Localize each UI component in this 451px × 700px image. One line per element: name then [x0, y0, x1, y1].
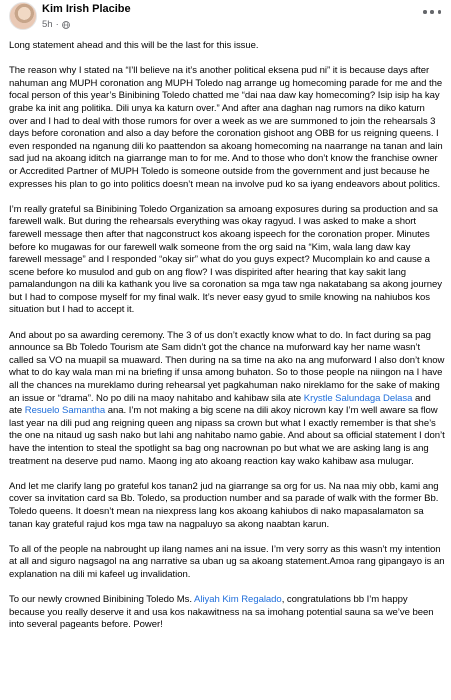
mention-link[interactable]: Resuelo Samantha [24, 405, 106, 417]
mention-link[interactable]: Krystle Salundaga Delasa [303, 392, 413, 404]
paragraph-text: ana. I’m not making a big scene na dili akoy nicrown kay I’m well aware sa flow last year na dili pud ang reigning queen ang nipass sa crown but what I exactly remember is that she’s the one na nitaud ug sash nako but lahi ang nahitabo namo gabie. And about sa official statement I don’t have the intention to steal the spotlight sa bag ong nacrownan po but what we are asking lang is ang treatment na deserve pud namo. Maong ing ato akoang reaction kay wako kahibaw asa mulugar. [9, 405, 445, 467]
post-paragraph [9, 594, 445, 632]
post-paragraph [9, 330, 445, 469]
post-paragraph [9, 544, 445, 582]
paragraph-text: To our newly crowned Binibining Toledo Ms. [9, 594, 195, 606]
post-paragraph [9, 481, 445, 531]
meta-separator: · [55, 19, 59, 30]
post-time[interactable]: 5h [42, 19, 53, 30]
paragraph-text: And let me clarify lang po grateful kos tanan2 jud na giarrange sa org for us. Na naa miy obb, kami ang cover sa invitation card sa Bb. Toledo, sa production number and sa parade of walk with the former Bb. Toledo queens. It doesn’t mean na niexpress lang kos akoang kahiubos di nako mapasalamaton sa tanan kay grateful rajud kos mga taw na nagpaluyo sa akong naabtan karun. [9, 480, 439, 530]
paragraph-text: Long statement ahead and this will be the last for this issue. [9, 40, 259, 51]
post-paragraph [9, 204, 445, 317]
post-paragraph [9, 40, 445, 53]
post-paragraph [9, 65, 445, 191]
post-header [0, 0, 451, 36]
avatar[interactable] [9, 2, 37, 30]
post-body [9, 40, 445, 645]
mention-link[interactable]: Aliyah Kim Regalado [194, 594, 282, 606]
more-options-icon[interactable] [423, 5, 441, 19]
paragraph-text: and ate [9, 392, 431, 417]
paragraph-text: I’m really grateful sa Binibining Toledo Organization sa amoang exposures during sa production and sa farewell walk. But during the rehearsals everything was okay ragyud. I was asked to make a short farewell message then after that nagconstruct kos akoang ispeech for the coronation proper. Minutes before ko mugawas for our farewell walk someone from the org said na “Kim, wala lang daw kay farewell message” and I responded “okay sir” what do you guys expect? Mucomplain ko and cause a scene before ko musulod and gub on ang flow? I was dispirited after hearing that kay sakit lang pamalandungon na dili ka kathank you live sa coronation sa mga taw nga nakatabang sa akong journey but I had to compose myself for my final walk. It’s never easy gyud to smile knowing na nahiubos kos situation but I had to accept it. [9, 203, 442, 316]
author-name[interactable]: Kim Irish Placibe [42, 3, 131, 15]
paragraph-text: The reason why I stated na “I’ll believe na it’s another political eksena pud ni” it is because days after nahuman ang MUPH coronation ang MUPH Toledo nag arrange ug homecoming parade for me and the focal person of this year’s Binibining Toledo chatted me “dai naa daw kay homecoming? Isip isip ha kay grabe ka init ang politika. Dili unya ka katurn over.” And after ana daghan nag rumors na diko katurn over and I had to deal with those rumors for over a week as we are summoned to join the rehearsals 3 days before coronation and also a day before the coronation gishoot ang OBB for us reigning queens. I even responded na nganung dili ko paattendon sa akoang homecoming na naarrange na tanan and lain sad jud na akoang iditch na giarrange man to for me. And to those who don’t know the franchise owner or Accredited Partner of MUPH Toledo is someone outside from the government and just because he expresses his plan to go into politics doesn’t mean na involve pud ko sa iyang endeavors about politics. [9, 65, 443, 190]
paragraph-text: , congratulations bb I’m happy because you really deserve it and usa kos nakawitness na sa imohang potential sauna sa we’ve been into several pageants before. Power! [9, 594, 434, 631]
paragraph-text: To all of the people na nabrought up ilang names ani na issue. I’m very sorry as this wasn’t my intention at all and siguro nagsagol na ang narrative sa uban ug sa akoang statement.Amoa rang gipangayo is an explanation na dili mi kafeel ug invalidation. [9, 543, 445, 580]
paragraph-text: And about po sa awarding ceremony. The 3 of us don’t exactly know what to do. In fact during sa pag announce sa Bb Toledo Tourism ate Sam didn’t got the chance na muforward kay her name wasn’t called sa VO na muapil sa muaward. Then during na sa time na ako na ang muforward I also don’t know what to do kay wala man mi na briefing if unsa among buhaton. So to those people na niingon na I have all the chances na mureklamo during rehearsal yet pagkahuman nako nireklamo for the sake of making an issue or “drama”. No po dili na maoy nahitabo and kahibaw sila ate [9, 329, 445, 404]
globe-icon [62, 21, 70, 29]
post-meta [42, 19, 70, 30]
